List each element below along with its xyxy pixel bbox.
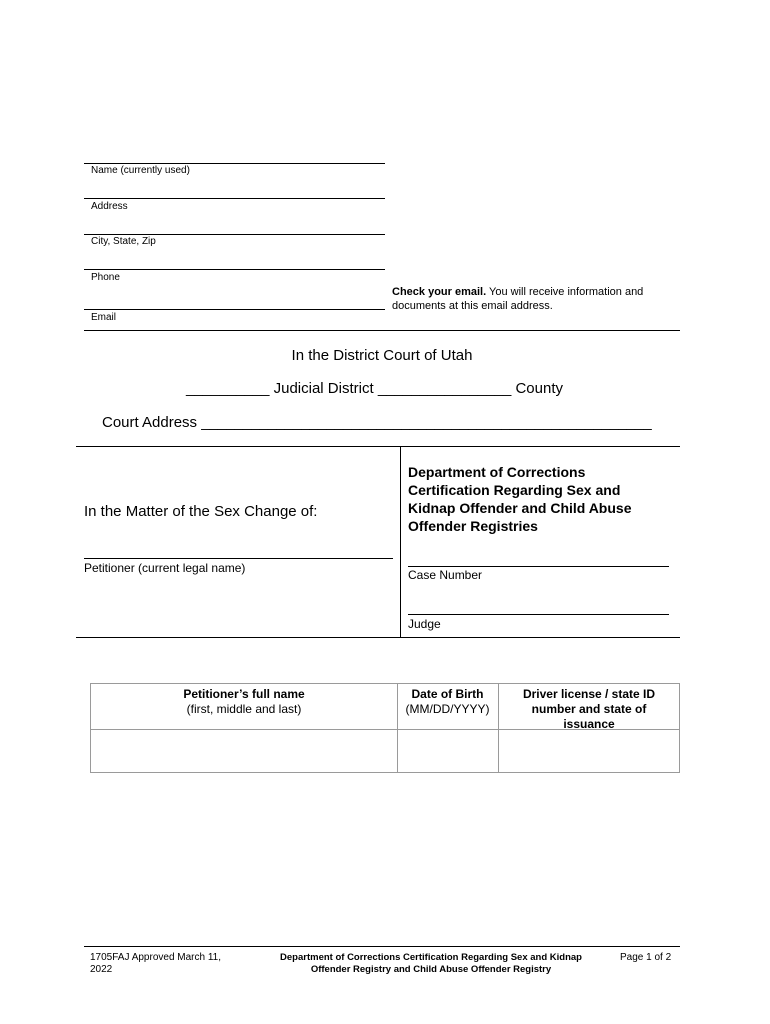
county-label: County xyxy=(515,380,563,397)
petitioner-info-table xyxy=(90,683,680,773)
phone-label: Phone xyxy=(91,272,120,283)
district-blank[interactable]: __________ xyxy=(186,380,270,397)
court-address-row xyxy=(102,414,662,431)
email-line[interactable] xyxy=(84,309,385,310)
email-note-rest-1: You will receive information and xyxy=(486,286,644,298)
email-note-rest-2: documents at this email address. xyxy=(392,300,553,312)
footer-doc-name-line-1: Department of Corrections Certification Regarding Sex and Kidnap xyxy=(280,952,582,963)
page-number: Page 1 of 2 xyxy=(620,952,672,963)
city-label: City, State, Zip xyxy=(91,236,156,247)
cell-dob[interactable] xyxy=(398,730,498,772)
footer-doc-name-line-2: Offender Registry and Child Abuse Offender Registry xyxy=(310,964,552,975)
name-label: Name (currently used) xyxy=(91,165,190,176)
court-address-blank[interactable]: ______________________________________________________ xyxy=(201,414,652,431)
doc-title-line-4: Offender Registries xyxy=(408,518,538,534)
footer-doc-name xyxy=(246,952,616,976)
doc-title-line-1: Department of Corrections xyxy=(408,464,586,480)
matter-text: In the Matter of the Sex Change of: xyxy=(84,503,318,520)
case-number-line[interactable] xyxy=(408,566,669,567)
email-note xyxy=(392,285,682,313)
col-license-header xyxy=(498,687,680,732)
col-dob-header xyxy=(397,687,498,717)
email-note-bold: Check your email. xyxy=(392,286,487,298)
form-id-line-1: 1705FAJ Approved March 11, xyxy=(90,952,222,963)
caption-top-line xyxy=(76,446,680,447)
cell-license[interactable] xyxy=(499,730,679,772)
col-full-name-sub: (first, middle and last) xyxy=(186,702,302,716)
petitioner-line[interactable] xyxy=(84,558,393,559)
col-full-name-title: Petitioner’s full name xyxy=(183,687,305,701)
phone-line[interactable] xyxy=(84,269,385,270)
district-row xyxy=(186,380,563,397)
form-id xyxy=(90,952,221,976)
form-id-line-2: 2022 xyxy=(90,964,113,975)
address-label: Address xyxy=(91,201,128,212)
judge-line[interactable] xyxy=(408,614,669,615)
doc-title-line-3: Kidnap Offender and Child Abuse xyxy=(408,500,632,516)
col-full-name-header xyxy=(91,687,397,717)
doc-title-line-2: Certification Regarding Sex and xyxy=(408,482,621,498)
name-line[interactable] xyxy=(84,163,385,164)
county-blank[interactable]: ________________ xyxy=(377,380,512,397)
caption-bottom-line xyxy=(76,637,680,638)
header-divider xyxy=(84,330,680,331)
document-title xyxy=(408,463,632,535)
petitioner-label: Petitioner (current legal name) xyxy=(84,561,246,575)
caption-divider xyxy=(400,446,401,637)
judge-label: Judge xyxy=(408,617,441,631)
case-number-label: Case Number xyxy=(408,568,483,582)
address-line[interactable] xyxy=(84,198,385,199)
district-label: Judicial District xyxy=(273,380,374,397)
court-address-label: Court Address xyxy=(102,414,198,431)
col-dob-sub: (MM/DD/YYYY) xyxy=(405,702,490,716)
col-license-line-3: issuance xyxy=(563,717,615,731)
col-dob-title: Date of Birth xyxy=(411,687,484,701)
col-license-line-2: number and state of xyxy=(531,702,647,716)
col-license-line-1: Driver license / state ID xyxy=(522,687,656,701)
footer-line xyxy=(84,946,680,947)
email-label: Email xyxy=(91,312,117,323)
city-line[interactable] xyxy=(84,234,385,235)
cell-full-name[interactable] xyxy=(91,730,397,772)
court-title: In the District Court of Utah xyxy=(291,347,473,364)
